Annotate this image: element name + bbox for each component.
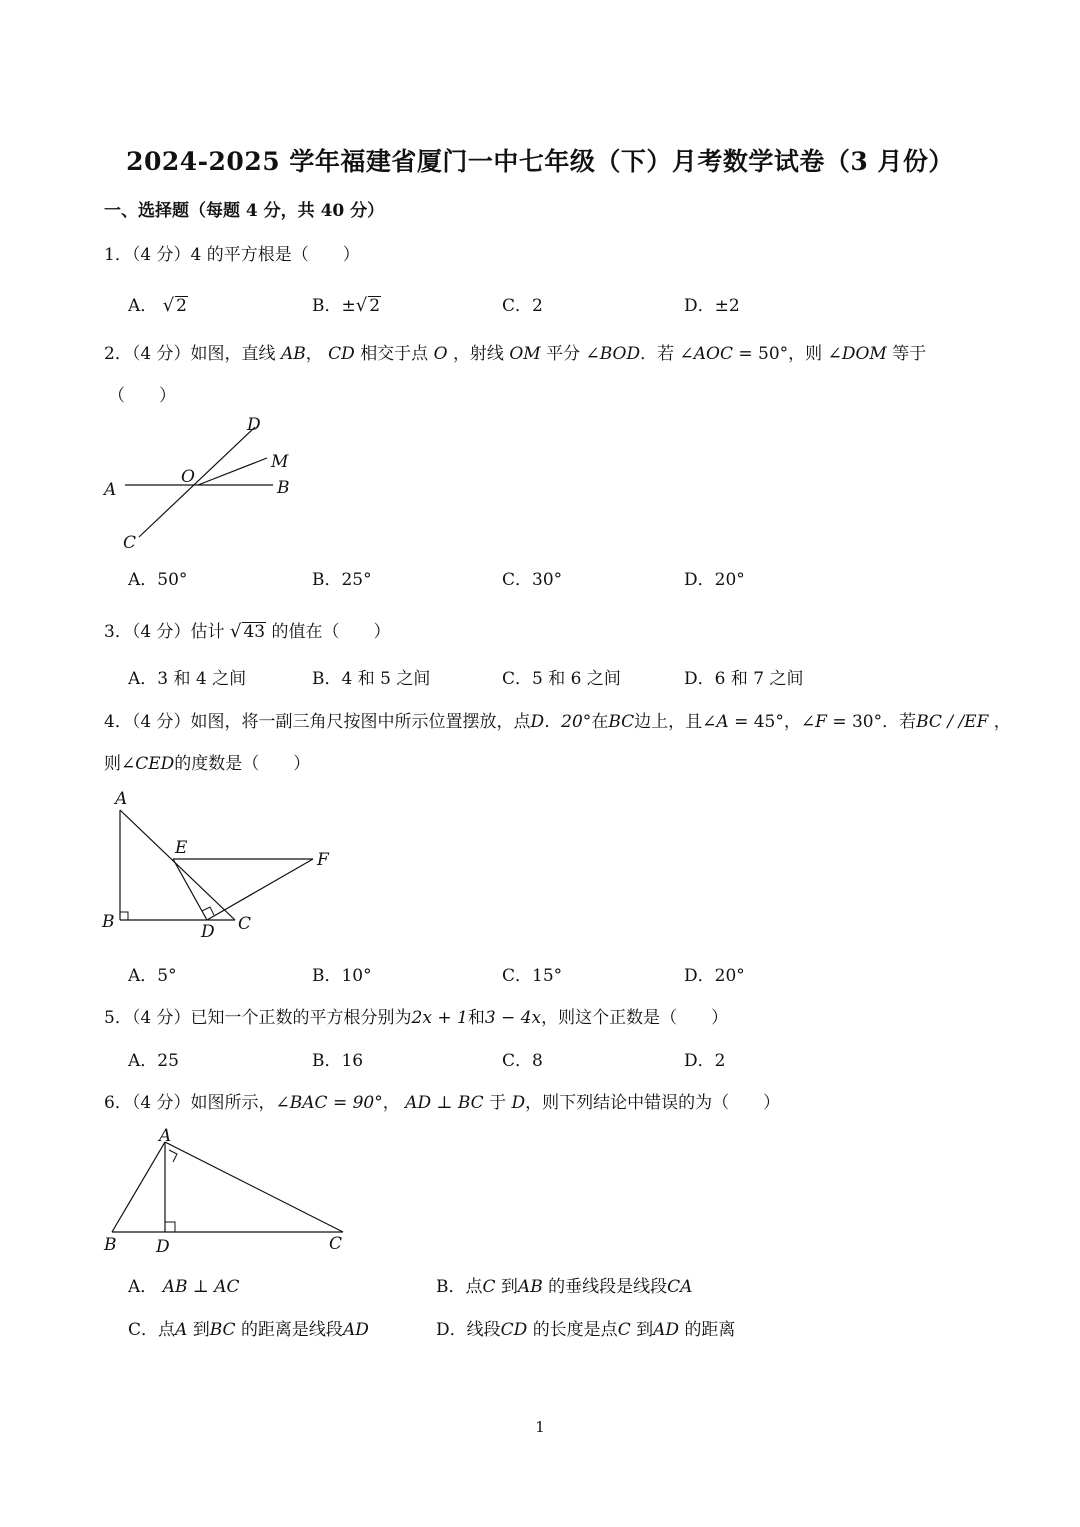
q6-option-d[interactable]: D．线段CD 的长度是点C 到AD 的距离 xyxy=(436,1320,736,1340)
q1-stem: 1．（4 分）4 的平方根是（ ） xyxy=(104,245,360,265)
q2-option-d[interactable]: D．20° xyxy=(684,570,745,590)
q6-option-a[interactable]: A． AB ⊥ AC xyxy=(128,1277,240,1297)
q6-option-c[interactable]: C．点A 到BC 的距离是线段AD xyxy=(128,1320,369,1340)
q4-label-f: F xyxy=(317,850,329,870)
q6-figure xyxy=(95,1122,365,1257)
right-angle-b xyxy=(120,912,128,920)
q3-radicand: 43 xyxy=(243,622,266,642)
q1-radicand-b: 2 xyxy=(369,296,381,316)
q6-stem: 6．（4 分）如图所示，∠BAC = 90°， AD ⊥ BC 于 D，则下列结论中错误的为（ ） xyxy=(104,1093,781,1113)
q1-option-c[interactable]: C．2 xyxy=(502,296,543,316)
q6-label-a: A xyxy=(159,1126,172,1146)
q5-option-d[interactable]: D．2 xyxy=(684,1051,726,1071)
q5-option-a[interactable]: A．25 xyxy=(128,1051,179,1071)
q2-figure xyxy=(95,410,315,560)
q4-stem: 4．（4 分）如图，将一副三角尺按图中所示位置摆放，点D．20°在BC边上，且∠A = 45°，∠F = 30°．若BC / /EF ， xyxy=(104,712,1011,732)
q4-option-a[interactable]: A．5° xyxy=(128,966,177,986)
q2-option-b[interactable]: B．25° xyxy=(312,570,372,590)
q2-label-o: O xyxy=(181,467,195,487)
right-angle-d xyxy=(165,1222,175,1232)
q2-label-m: M xyxy=(271,452,289,472)
q4-figure xyxy=(95,785,345,945)
q6-option-b[interactable]: B．点C 到AB 的垂线段是线段CA xyxy=(436,1277,693,1297)
q4-label-a: A xyxy=(115,789,128,809)
q4-option-c[interactable]: C．15° xyxy=(502,966,563,986)
q3-option-a[interactable]: A．3 和 4 之间 xyxy=(128,669,247,689)
q4-label-c: C xyxy=(238,914,252,934)
q4-label-d: D xyxy=(201,922,215,942)
seg-ac xyxy=(120,810,235,920)
q3-stem: 3．（4 分）估计 √ 43 的值在（ ） xyxy=(104,621,391,642)
q2-label-b: B xyxy=(277,478,290,498)
page-number: 1 xyxy=(535,1418,545,1436)
q2-answer-paren: （ ） xyxy=(108,386,176,406)
q4-label-b: B xyxy=(102,912,115,932)
q5-option-c[interactable]: C．8 xyxy=(502,1051,543,1071)
q4-label-e: E xyxy=(175,838,188,858)
q1-radicand-a: 2 xyxy=(176,296,187,316)
q4-option-b[interactable]: B．10° xyxy=(312,966,372,986)
q2-stem: 2．（4 分）如图，直线 AB， CD 相交于点 O ，射线 OM 平分 ∠BOD．若 ∠AOC = 50°，则 ∠DOM 等于 xyxy=(104,344,927,364)
right-angle-a xyxy=(169,1150,177,1162)
q1-option-d[interactable]: D．±2 xyxy=(684,296,740,316)
q3-option-c[interactable]: C．5 和 6 之间 xyxy=(502,669,621,689)
q1-option-b[interactable]: B．±√ 2 xyxy=(312,295,381,316)
seg-ab xyxy=(112,1142,165,1232)
section-heading: 一、选择题（每题 4 分，共 40 分） xyxy=(104,201,385,221)
q3-option-b[interactable]: B．4 和 5 之间 xyxy=(312,669,431,689)
q6-label-c: C xyxy=(329,1234,343,1254)
page-title: 2024-2025 学年福建省厦门一中七年级（下）月考数学试卷（3 月份） xyxy=(126,147,954,176)
q1-option-a[interactable]: A． √ 2 xyxy=(128,295,187,316)
q2-option-c[interactable]: C．30° xyxy=(502,570,563,590)
q3-option-d[interactable]: D．6 和 7 之间 xyxy=(684,669,804,689)
q2-label-a: A xyxy=(104,480,117,500)
q2-option-a[interactable]: A．50° xyxy=(128,570,188,590)
q6-label-b: B xyxy=(104,1235,117,1255)
q2-label-c: C xyxy=(123,533,137,553)
q4-option-d[interactable]: D．20° xyxy=(684,966,745,986)
q5-option-b[interactable]: B．16 xyxy=(312,1051,364,1071)
seg-ac xyxy=(165,1142,343,1232)
q2-label-d: D xyxy=(247,415,261,435)
seg-df xyxy=(207,859,313,920)
q5-stem: 5．（4 分）已知一个正数的平方根分别为2x + 1和3 − 4x，则这个正数是（ ） xyxy=(104,1008,729,1028)
seg-ed xyxy=(173,859,207,920)
line-cd xyxy=(139,427,255,537)
q4-stem-line2: 则∠CED的度数是（ ） xyxy=(104,754,311,774)
q6-label-d: D xyxy=(156,1237,170,1257)
